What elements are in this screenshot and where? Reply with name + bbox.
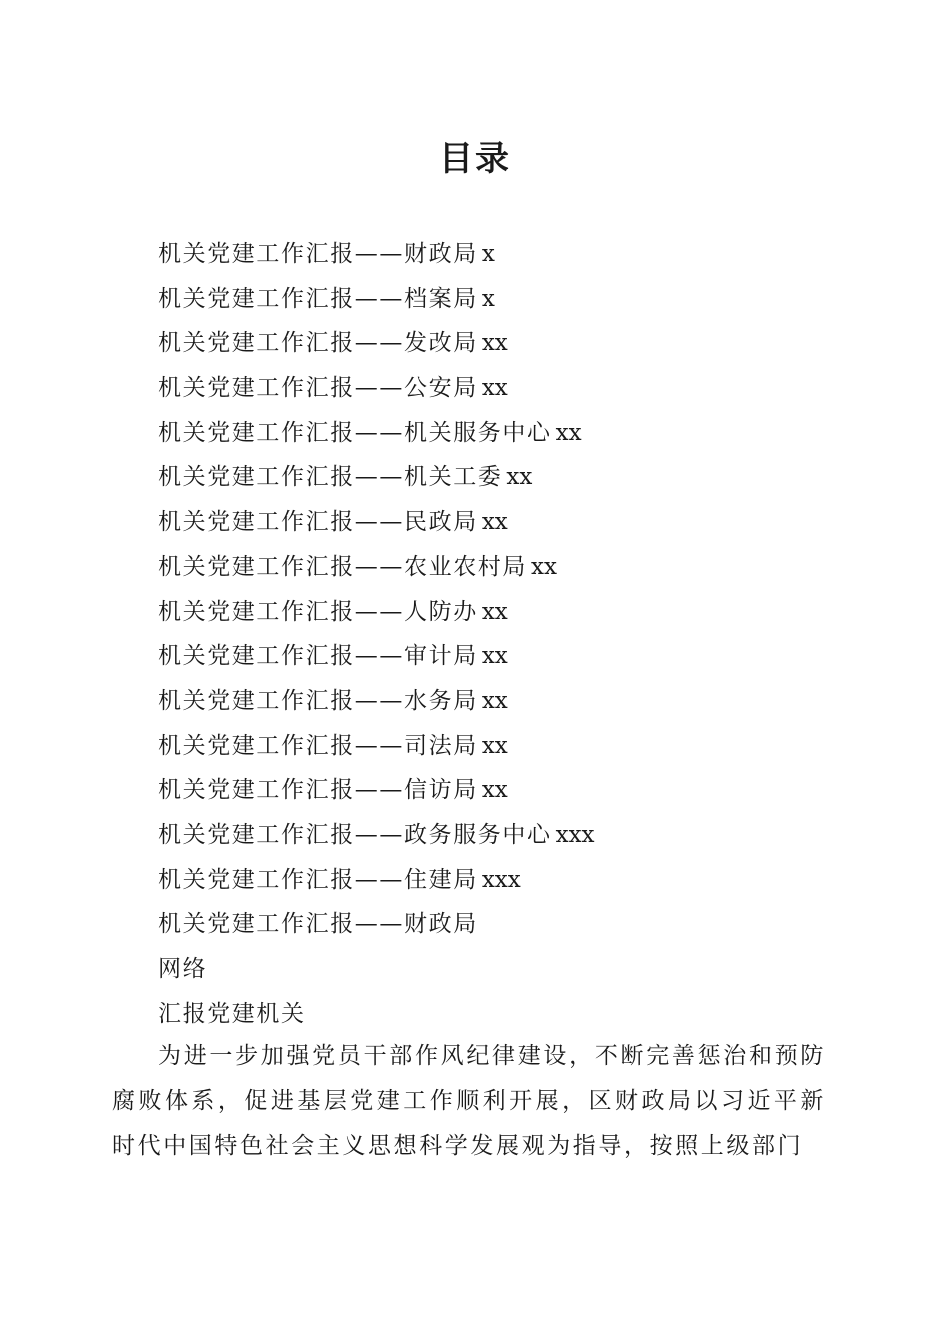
toc-item bbox=[158, 768, 595, 813]
toc-item-page: xx bbox=[481, 643, 508, 670]
toc-item-text: 机关党建工作汇报——档案局 bbox=[158, 285, 478, 312]
toc-item bbox=[158, 232, 595, 277]
toc-item bbox=[158, 545, 595, 590]
toc-item-page: xx bbox=[481, 687, 508, 714]
toc-item bbox=[158, 813, 595, 858]
toc-item-page: xx bbox=[531, 553, 557, 580]
toc-item-page: xx bbox=[481, 330, 508, 357]
toc-item bbox=[158, 724, 595, 769]
toc-item bbox=[158, 366, 595, 411]
toc-item-text: 机关党建工作汇报——司法局 bbox=[158, 732, 478, 759]
toc-item-text: 机关党建工作汇报——机关工委 bbox=[158, 464, 503, 491]
toc-item bbox=[158, 411, 595, 456]
toc-item-page: xx bbox=[481, 375, 508, 402]
toc-item-page: xxx bbox=[481, 866, 521, 893]
section-label: 网络 bbox=[158, 956, 208, 982]
toc-item-page: x bbox=[481, 241, 495, 267]
toc-item-page: x bbox=[481, 285, 495, 312]
toc-item-page: xx bbox=[555, 419, 582, 446]
toc-item bbox=[158, 634, 595, 679]
toc-item-page: xx bbox=[481, 732, 508, 759]
toc-item bbox=[158, 590, 595, 635]
toc-item-text: 机关党建工作汇报——住建局 bbox=[158, 866, 478, 893]
toc-item-page: xx bbox=[481, 598, 508, 625]
toc-item-text: 机关党建工作汇报——信访局 bbox=[158, 777, 478, 804]
toc-item bbox=[158, 321, 595, 366]
toc-item-page: xxx bbox=[555, 821, 595, 848]
toc-item-page: xx bbox=[481, 509, 508, 536]
toc-item-text: 机关党建工作汇报——财政局 bbox=[158, 911, 478, 938]
toc-item-text: 机关党建工作汇报——公安局 bbox=[158, 375, 478, 402]
toc-item-page: xx bbox=[481, 777, 508, 804]
toc-item bbox=[158, 679, 595, 724]
toc-item-text: 机关党建工作汇报——财政局 bbox=[158, 241, 478, 267]
page-title: 目录 bbox=[439, 139, 511, 179]
toc-item-page: xx bbox=[506, 464, 533, 491]
toc-item-text: 机关党建工作汇报——农业农村局 bbox=[158, 553, 527, 580]
toc-item bbox=[158, 858, 595, 903]
toc-item-text: 机关党建工作汇报——政务服务中心 bbox=[158, 821, 552, 848]
toc-item-text: 机关党建工作汇报——水务局 bbox=[158, 687, 478, 714]
body-paragraph: 为进一步加强党员干部作风纪律建设，不断完善惩治和预防腐败体系，促进基层党建工作顺利开展，区财政局以习近平新时代中国特色社会主义思想科学发展观为指导，按照上级部门 bbox=[112, 1043, 826, 1159]
toc-item bbox=[158, 277, 595, 322]
toc-item bbox=[158, 455, 595, 500]
table-of-contents bbox=[158, 232, 595, 1036]
toc-item-text: 机关党建工作汇报——人防办 bbox=[158, 598, 478, 625]
toc-item-text: 机关党建工作汇报——审计局 bbox=[158, 643, 478, 670]
toc-item bbox=[158, 902, 595, 947]
toc-item-text: 机关党建工作汇报——发改局 bbox=[158, 330, 478, 357]
section-heading: 汇报党建机关 bbox=[158, 1000, 306, 1027]
toc-item bbox=[158, 500, 595, 545]
toc-item-text: 机关党建工作汇报——民政局 bbox=[158, 509, 478, 536]
toc-item-text: 机关党建工作汇报——机关服务中心 bbox=[158, 419, 552, 446]
